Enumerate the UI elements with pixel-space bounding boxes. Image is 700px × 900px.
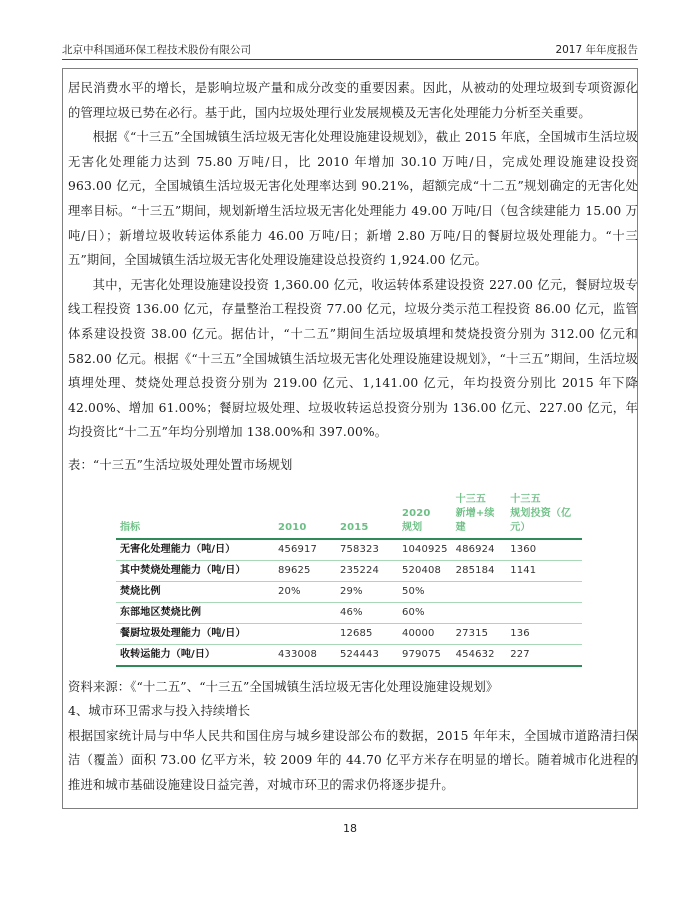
cell-2015: 758323 [336, 539, 398, 561]
table-row [116, 602, 582, 623]
cell-2020: 40000 [398, 623, 452, 644]
page-number: 18 [343, 822, 357, 835]
market-plan-table [116, 490, 582, 667]
cell-new: 486924 [452, 539, 507, 561]
cell-2015: 46% [336, 602, 398, 623]
paragraph-3: 其中，无害化处理设施建设投资 1,360.00 亿元，收运转体系建设投资 227.00 亿元，餐厨垃圾专线工程投资 136.00 亿元，存量整治工程投资 77.00 亿元，垃圾分类示范工程投资 86.00 亿元，监管体系建设投资 38.00 亿元。据估计，“十二五”期间生活垃圾填埋和焚烧投资分别为 312.00 亿元和 582.00 亿元。根据《“十三五”全国城镇生活垃圾无害化处理设施建设规划》，“十三五”期间，生活垃圾填埋处理、焚烧处理总投资分别为 219.00 亿元、1,141.00 亿元，年均投资分别比 2015 年下降 42.00%、增加 61.00%；餐厨垃圾处理、垃圾收转运总投资分别为 136.00 亿元、227.00 亿元，年均投资比“十二五”年均分别增加 138.00%和 397.00%。 [68, 277, 638, 440]
col-header-2015: 2015 [336, 490, 398, 539]
cell-2015: 524443 [336, 644, 398, 666]
cell-2015: 12685 [336, 623, 398, 644]
col-header-2020: 2020 规划 [398, 490, 452, 539]
cell-investment [506, 581, 582, 602]
paragraph-2: 根据《“十三五”全国城镇生活垃圾无害化处理设施建设规划》，截止 2015 年底，全国城市生活垃圾无害化处理能力达到 75.80 万吨/日，比 2010 年增加 30.10 万吨/日，完成处理设施建设投资 963.00 亿元，全国城镇生活垃圾无害化处理率达到 90.21%，超额完成“十二五”规划确定的无害化处理率目标。“十三五”期间，规划新增生活垃圾无害化处理能力 49.00 万吨/日（包含续建能力 15.00 万吨/日）；新增垃圾收转运体系能力 46.00 万吨/日；新增 2.80 万吨/日的餐厨垃圾处理能力。“十三五”期间，全国城镇生活垃圾无害化处理设施建设总投资约 1,924.00 亿元。 [68, 130, 638, 268]
row-label: 收转运能力（吨/日） [116, 644, 274, 666]
cell-investment: 1360 [506, 539, 582, 561]
section-heading-4: 4、城市环卫需求与投入持续增长 [68, 704, 251, 719]
col-header-indicator: 指标 [116, 490, 274, 539]
cell-2020: 1040925 [398, 539, 452, 561]
row-label: 东部地区焚烧比例 [116, 602, 274, 623]
cell-new [452, 581, 507, 602]
table-row [116, 623, 582, 644]
cell-2015: 29% [336, 581, 398, 602]
cell-investment: 227 [506, 644, 582, 666]
paragraph-1: 居民消费水平的增长，是影响垃圾产量和成分改变的重要因素。因此，从被动的处理垃圾到专项资源化的管理垃圾已势在必行。基于此，国内垃圾处理行业发展规模及无害化处理能力分析至关重要。 [68, 81, 638, 120]
cell-investment: 1141 [506, 560, 582, 581]
row-label: 焚烧比例 [116, 581, 274, 602]
col-header-new-capacity: 十三五 新增+续建 [452, 490, 507, 539]
table-source: 资料来源：《“十二五”、“十三五”全国城镇生活垃圾无害化处理设施建设规划》 [68, 679, 499, 694]
row-label: 其中焚烧处理能力（吨/日） [116, 560, 274, 581]
cell-new [452, 602, 507, 623]
cell-2010 [274, 623, 336, 644]
cell-2015: 235224 [336, 560, 398, 581]
cell-new: 27315 [452, 623, 507, 644]
cell-2010: 89625 [274, 560, 336, 581]
row-label: 无害化处理能力（吨/日） [116, 539, 274, 561]
col-header-investment: 十三五 规划投资（亿元） [506, 490, 582, 539]
table-caption: 表：“十三五”生活垃圾处理处置市场规划 [68, 457, 293, 472]
table-row [116, 560, 582, 581]
table-row [116, 581, 582, 602]
cell-new: 285184 [452, 560, 507, 581]
report-title: 2017 年年度报告 [555, 44, 638, 56]
cell-2020: 60% [398, 602, 452, 623]
table-row [116, 644, 582, 666]
cell-new: 454632 [452, 644, 507, 666]
table-row [116, 539, 582, 561]
cell-2010: 433008 [274, 644, 336, 666]
row-label: 餐厨垃圾处理能力（吨/日） [116, 623, 274, 644]
page-header [62, 34, 638, 56]
cell-investment: 136 [506, 623, 582, 644]
cell-2020: 50% [398, 581, 452, 602]
cell-2020: 979075 [398, 644, 452, 666]
cell-investment [506, 602, 582, 623]
paragraph-4: 根据国家统计局与中华人民共和国住房与城乡建设部公布的数据，2015 年年末，全国城市道路清扫保洁（覆盖）面积 73.00 亿平方米，较 2009 年的 44.70 亿平方米存在明显的增长。随着城市化进程的推进和城市基础设施建设日益完善，对城市环卫的需求仍将逐步提升。 [68, 728, 638, 792]
cell-2010: 20% [274, 581, 336, 602]
header-divider [62, 59, 638, 60]
cell-2010 [274, 602, 336, 623]
company-name: 北京中科国通环保工程技术股份有限公司 [62, 44, 251, 56]
page-content [68, 76, 638, 797]
table-header-row [116, 490, 582, 539]
cell-2010: 456917 [274, 539, 336, 561]
cell-2020: 520408 [398, 560, 452, 581]
col-header-2010: 2010 [274, 490, 336, 539]
